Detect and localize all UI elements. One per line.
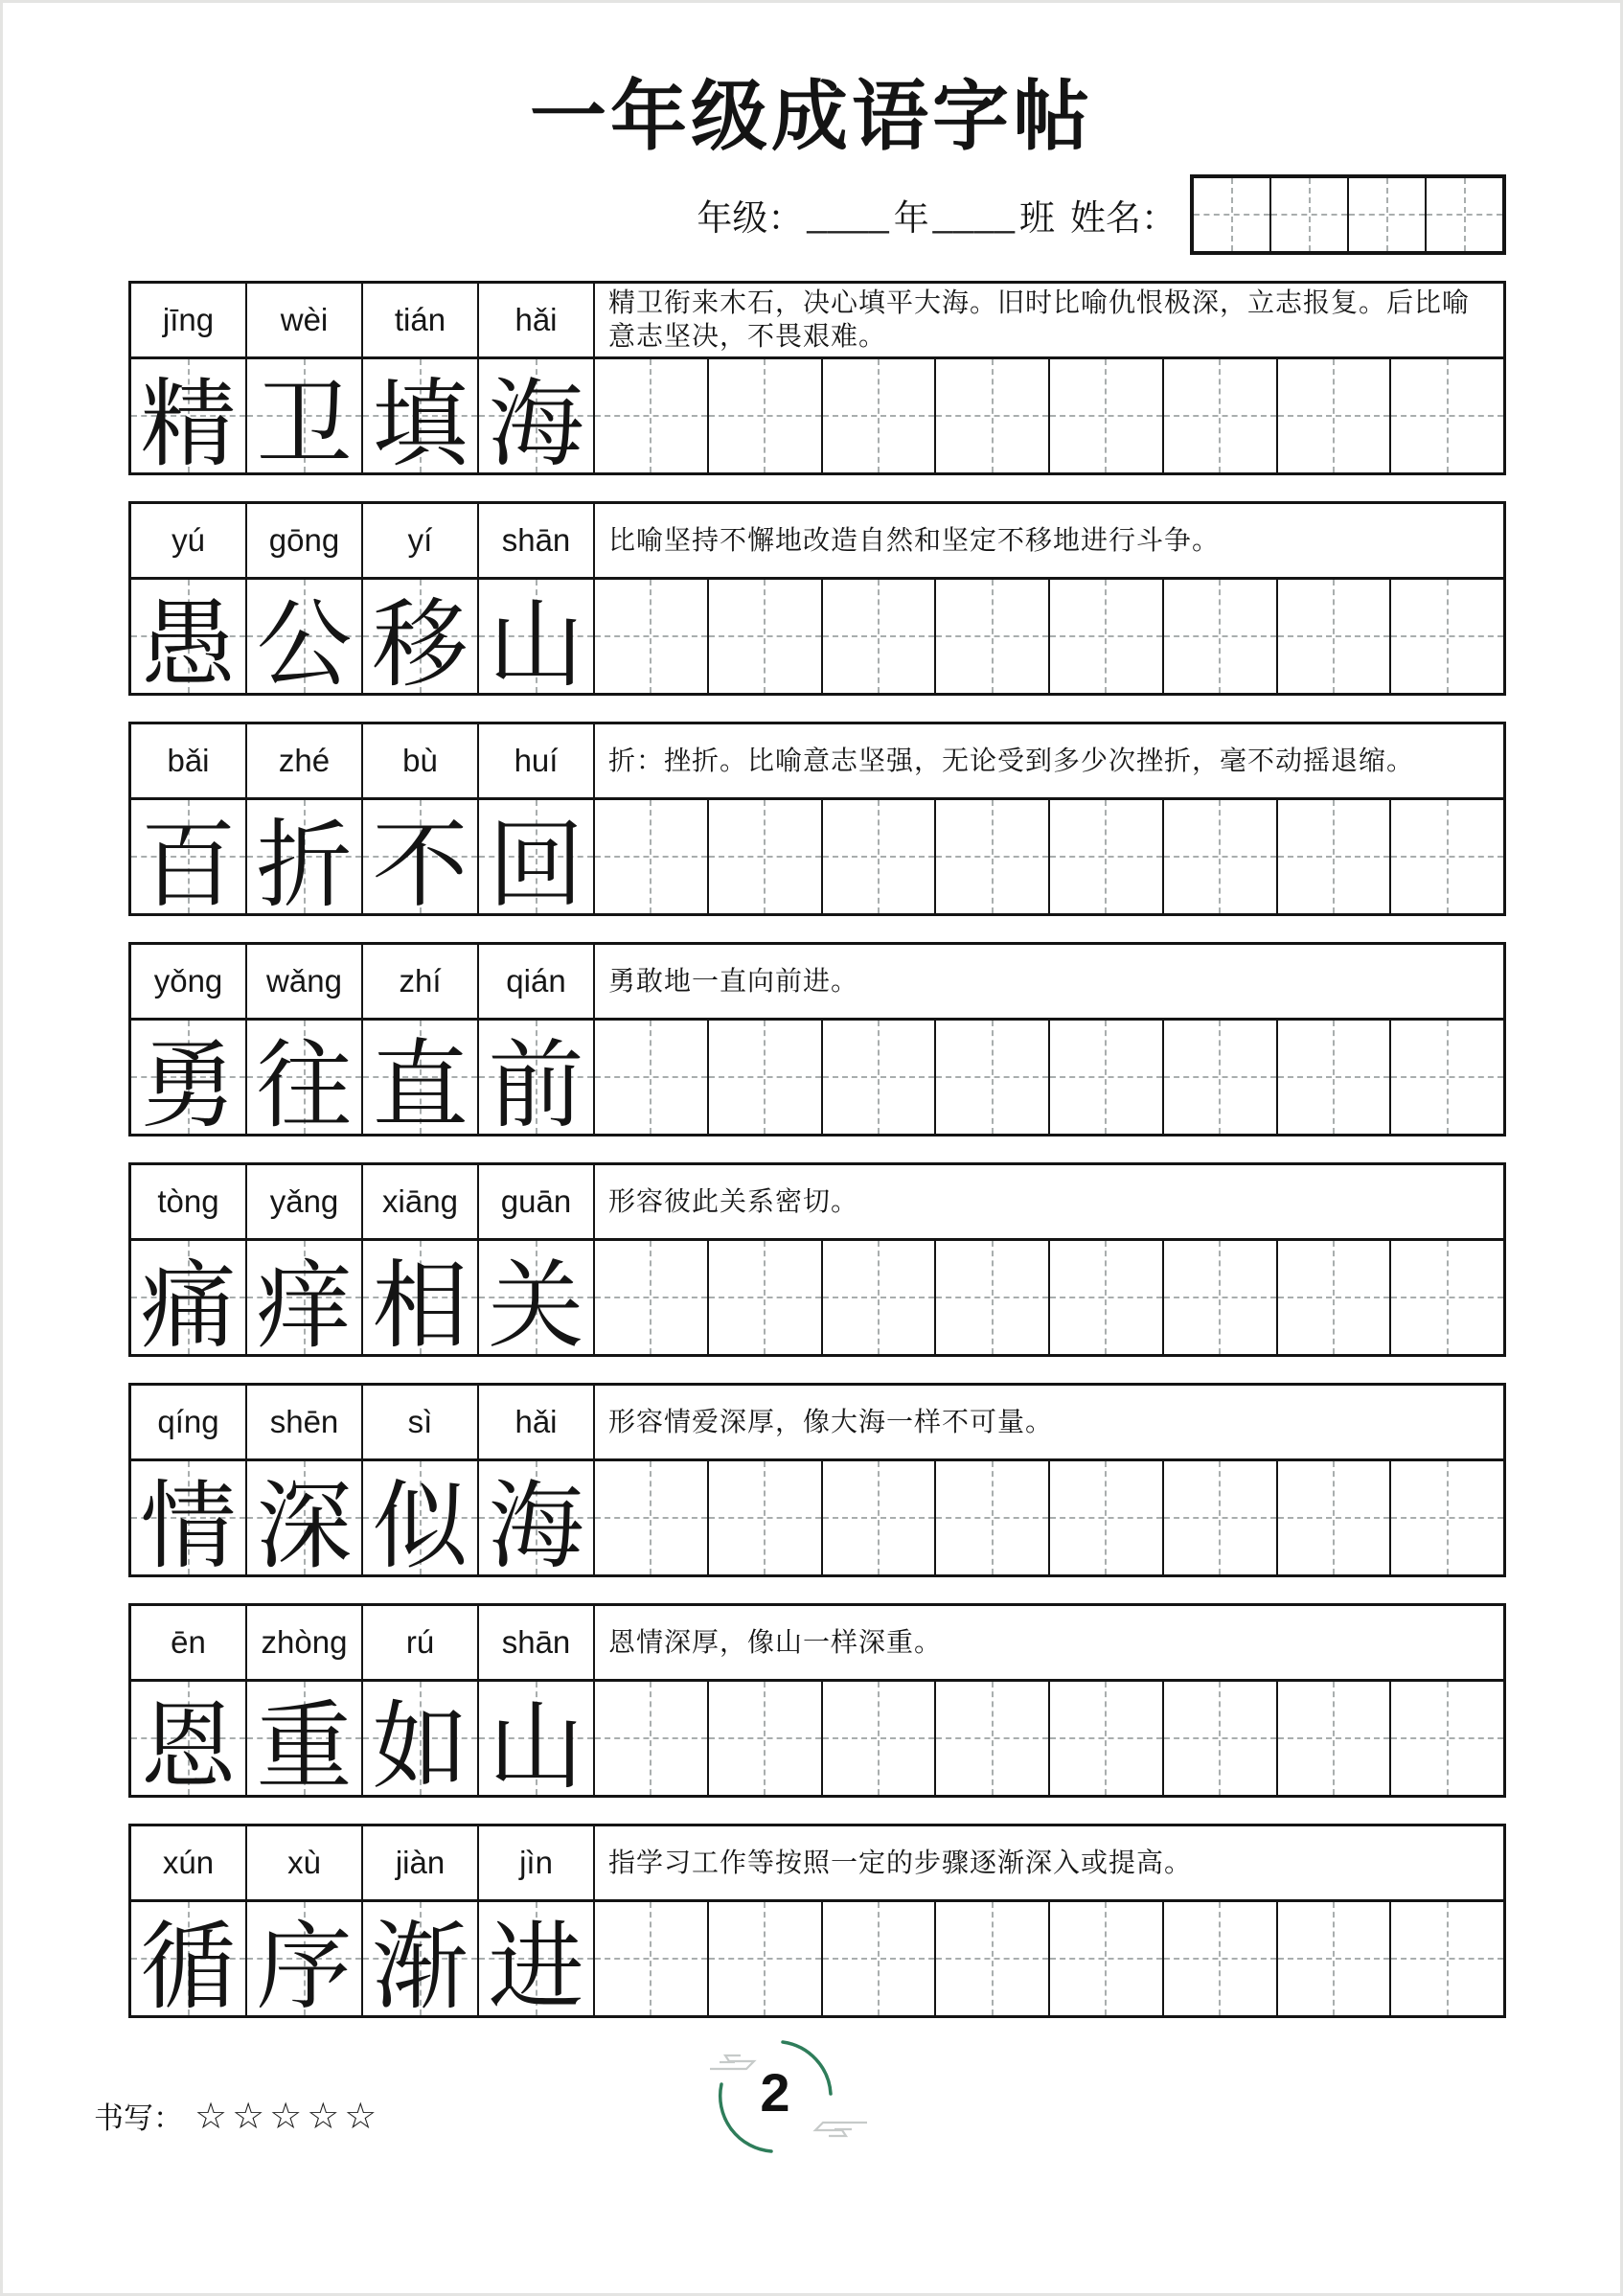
example-char: 渐 [372,1915,469,2021]
pinyin-cell: yú [131,504,247,577]
example-char: 重 [256,1694,353,1801]
grade-label: 年级： [697,199,804,239]
pinyin-cell: yí [363,504,479,577]
example-char-cell [247,800,363,919]
practice-box[interactable] [1391,1461,1503,1574]
example-char-cell [247,1021,363,1139]
pinyin-cell: jìn [479,1826,595,1899]
pinyin-cell: bù [363,724,479,797]
example-char-cell [247,580,363,699]
practice-box[interactable] [1278,1682,1392,1795]
example-char-cell [479,1241,595,1360]
example-char: 情 [140,1474,237,1580]
example-char-cell [247,1241,363,1360]
example-char: 山 [488,592,584,699]
practice-box[interactable] [1050,1902,1164,2015]
example-char: 恩 [140,1694,237,1801]
practice-box[interactable] [1391,800,1503,913]
practice-box[interactable] [1050,359,1164,472]
example-char: 海 [488,372,584,478]
pinyin-cell: tián [363,284,479,356]
block-practice-row [131,1682,1503,1801]
pinyin-cell: xún [131,1826,247,1899]
class-suffix-label: 班 [1019,199,1055,239]
example-char: 公 [256,592,353,699]
example-char-cell [131,359,247,478]
example-char-cell [131,1682,247,1801]
pinyin-cell: qián [479,945,595,1018]
example-char: 卫 [256,372,353,478]
practice-box[interactable] [823,1461,937,1574]
pinyin-cell: zhé [247,724,363,797]
practice-box[interactable] [1164,800,1278,913]
practice-box[interactable] [823,359,937,472]
practice-box[interactable] [1050,580,1164,693]
example-char-cell [131,800,247,919]
practice-box[interactable] [1278,1902,1392,2015]
example-char-cell [479,1902,595,2021]
practice-box[interactable] [823,1241,937,1354]
idiom-block-8 [128,1824,1506,2021]
name-box[interactable] [1194,178,1271,251]
example-char: 精 [140,372,237,478]
practice-box[interactable] [936,800,1050,913]
name-box[interactable] [1271,178,1349,251]
name-label: 姓名： [1070,199,1177,239]
pinyin-cell: shān [479,504,595,577]
pinyin-cell: gōng [247,504,363,577]
example-char: 山 [488,1694,584,1801]
example-char-cell [479,359,595,478]
example-char-cell [363,359,479,478]
example-char: 如 [372,1694,469,1801]
practice-box[interactable] [823,1682,937,1795]
practice-box[interactable] [1164,359,1278,472]
block-practice-row [131,1021,1503,1139]
pinyin-cell: xiāng [363,1165,479,1238]
pinyin-cell: hǎi [479,284,595,356]
name-entry-grid [1190,174,1506,255]
practice-box[interactable] [595,1682,709,1795]
practice-box[interactable] [595,580,709,693]
example-char: 折 [256,813,353,919]
practice-box[interactable] [936,580,1050,693]
practice-box[interactable] [1278,359,1392,472]
practice-box[interactable] [1164,1021,1278,1134]
definition-text: 折：挫折。比喻意志坚强，无论受到多少次挫折，毫不动摇退缩。 [608,746,1415,776]
name-box[interactable] [1349,178,1427,251]
practice-box[interactable] [1164,1682,1278,1795]
example-char-cell [131,1021,247,1139]
cloud-ornament-bottom-right [815,2123,867,2136]
example-char: 百 [140,813,237,919]
example-char-cell [131,1461,247,1580]
practice-box[interactable] [595,1241,709,1354]
example-char: 往 [256,1033,353,1139]
idiom-blocks [128,281,1506,2021]
example-char: 进 [488,1915,584,2021]
pinyin-cell: qíng [131,1386,247,1458]
practice-box[interactable] [1391,1241,1503,1354]
practice-box[interactable] [1278,580,1392,693]
definition-text: 指学习工作等按照一定的步骤逐渐深入或提高。 [608,1848,1193,1878]
idiom-block-5 [128,1162,1506,1360]
definition-text: 勇敢地一直向前进。 [608,966,859,997]
practice-box[interactable] [1391,1021,1503,1134]
block-practice-row [131,580,1503,699]
pinyin-cell: shān [479,1606,595,1679]
practice-box[interactable] [1164,1461,1278,1574]
practice-box[interactable] [936,1241,1050,1354]
practice-box[interactable] [1391,359,1503,472]
rating-stars: ☆☆☆☆☆ [194,2094,382,2137]
page-number-ornament [708,2034,871,2197]
pinyin-cell: jīng [131,284,247,356]
practice-box[interactable] [595,1902,709,2015]
example-char: 海 [488,1474,584,1580]
example-char-cell [479,1682,595,1801]
practice-box[interactable] [709,800,823,913]
practice-box[interactable] [1391,580,1503,693]
example-char: 回 [488,813,584,919]
practice-box[interactable] [595,1021,709,1134]
idiom-block-1 [128,281,1506,478]
example-char: 前 [488,1033,584,1139]
practice-box[interactable] [1050,1241,1164,1354]
practice-box[interactable] [1278,1461,1392,1574]
example-char: 填 [372,372,469,478]
grade-blank[interactable]: ____ [807,195,890,234]
practice-box[interactable] [1164,580,1278,693]
block-practice-row [131,1461,1503,1580]
practice-box[interactable] [709,1021,823,1134]
example-char: 痛 [140,1253,237,1360]
block-practice-row [131,359,1503,478]
pinyin-cell: rú [363,1606,479,1679]
pinyin-cell: hǎi [479,1386,595,1458]
block-practice-row [131,1241,1503,1360]
pinyin-cell: guān [479,1165,595,1238]
practice-box[interactable] [936,1021,1050,1134]
page-title: 一年级成语字帖 [530,76,1093,160]
example-char-cell [363,1902,479,2021]
idiom-block-6 [128,1383,1506,1580]
example-char-cell [363,1461,479,1580]
pinyin-cell: zhí [363,945,479,1018]
name-box[interactable] [1427,178,1502,251]
class-blank[interactable]: ____ [932,195,1016,234]
practice-box[interactable] [823,800,937,913]
idiom-block-2 [128,501,1506,699]
practice-box[interactable] [823,1021,937,1134]
definition-text: 形容彼此关系密切。 [608,1186,859,1217]
practice-box[interactable] [936,1461,1050,1574]
pinyin-cell: xù [247,1826,363,1899]
pinyin-cell: shēn [247,1386,363,1458]
example-char-cell [363,800,479,919]
example-char: 直 [372,1033,469,1139]
block-practice-row [131,800,1503,919]
practice-box[interactable] [709,1241,823,1354]
example-char-cell [131,1902,247,2021]
example-char-cell [479,580,595,699]
pinyin-cell: bǎi [131,724,247,797]
practice-box[interactable] [709,1461,823,1574]
example-char-cell [479,1021,595,1139]
pinyin-cell: yǎng [247,1165,363,1238]
practice-box[interactable] [1050,800,1164,913]
pinyin-cell: sì [363,1386,479,1458]
example-char-cell [247,1902,363,2021]
practice-box[interactable] [595,800,709,913]
example-char-cell [131,580,247,699]
idiom-block-7 [128,1603,1506,1801]
pinyin-cell: jiàn [363,1826,479,1899]
practice-box[interactable] [936,359,1050,472]
practice-box[interactable] [823,1902,937,2015]
writing-rating-line [94,2094,381,2137]
definition-text: 比喻坚持不懈地改造自然和坚定不移地进行斗争。 [608,525,1221,556]
example-char-cell [479,1461,595,1580]
practice-box[interactable] [1050,1461,1164,1574]
example-char-cell [363,1021,479,1139]
example-char: 深 [256,1474,353,1580]
idiom-block-4 [128,942,1506,1137]
practice-box[interactable] [709,1682,823,1795]
practice-box[interactable] [595,359,709,472]
pinyin-cell: tòng [131,1165,247,1238]
practice-box[interactable] [1050,1682,1164,1795]
example-char-cell [479,800,595,919]
practice-box[interactable] [1164,1241,1278,1354]
example-char: 循 [140,1915,237,2021]
definition-text: 精卫衔来木石，决心填平大海。旧时比喻仇恨极深，立志报复。后比喻意志坚决，不畏艰难。 [608,288,1471,352]
practice-box[interactable] [1164,1902,1278,2015]
example-char: 痒 [256,1253,353,1360]
practice-box[interactable] [595,1461,709,1574]
example-char: 不 [372,813,469,919]
pinyin-cell: ēn [131,1606,247,1679]
practice-box[interactable] [709,1902,823,2015]
practice-box[interactable] [823,580,937,693]
example-char: 序 [256,1915,353,2021]
practice-box[interactable] [1278,1241,1392,1354]
example-char-cell [247,1461,363,1580]
practice-box[interactable] [1391,1682,1503,1795]
example-char-cell [363,1682,479,1801]
example-char: 似 [372,1474,469,1580]
practice-box[interactable] [936,1902,1050,2015]
definition-text: 恩情深厚，像山一样深重。 [608,1627,943,1658]
example-char: 愚 [140,592,237,699]
example-char-cell [131,1241,247,1360]
example-char-cell [247,359,363,478]
practice-box[interactable] [936,1682,1050,1795]
example-char: 关 [488,1253,584,1360]
pinyin-cell: wèi [247,284,363,356]
example-char-cell [363,1241,479,1360]
pinyin-cell: huí [479,724,595,797]
idiom-block-3 [128,722,1506,919]
practice-box[interactable] [709,580,823,693]
practice-box[interactable] [1278,1021,1392,1134]
pinyin-cell: zhòng [247,1606,363,1679]
grade-name-line [128,173,1506,256]
year-suffix-label: 年 [893,199,929,239]
practice-box[interactable] [1391,1902,1503,2015]
page-number: 2 [760,2062,790,2123]
practice-box[interactable] [1278,800,1392,913]
example-char: 移 [372,592,469,699]
writing-label: 书写： [94,2101,183,2135]
example-char: 勇 [140,1033,237,1139]
example-char-cell [247,1682,363,1801]
block-practice-row [131,1902,1503,2021]
definition-text: 形容情爱深厚，像大海一样不可量。 [608,1407,1054,1437]
practice-box[interactable] [1050,1021,1164,1134]
pinyin-cell: wǎng [247,945,363,1018]
practice-box[interactable] [709,359,823,472]
pinyin-cell: yǒng [131,945,247,1018]
example-char: 相 [372,1253,469,1360]
example-char-cell [363,580,479,699]
